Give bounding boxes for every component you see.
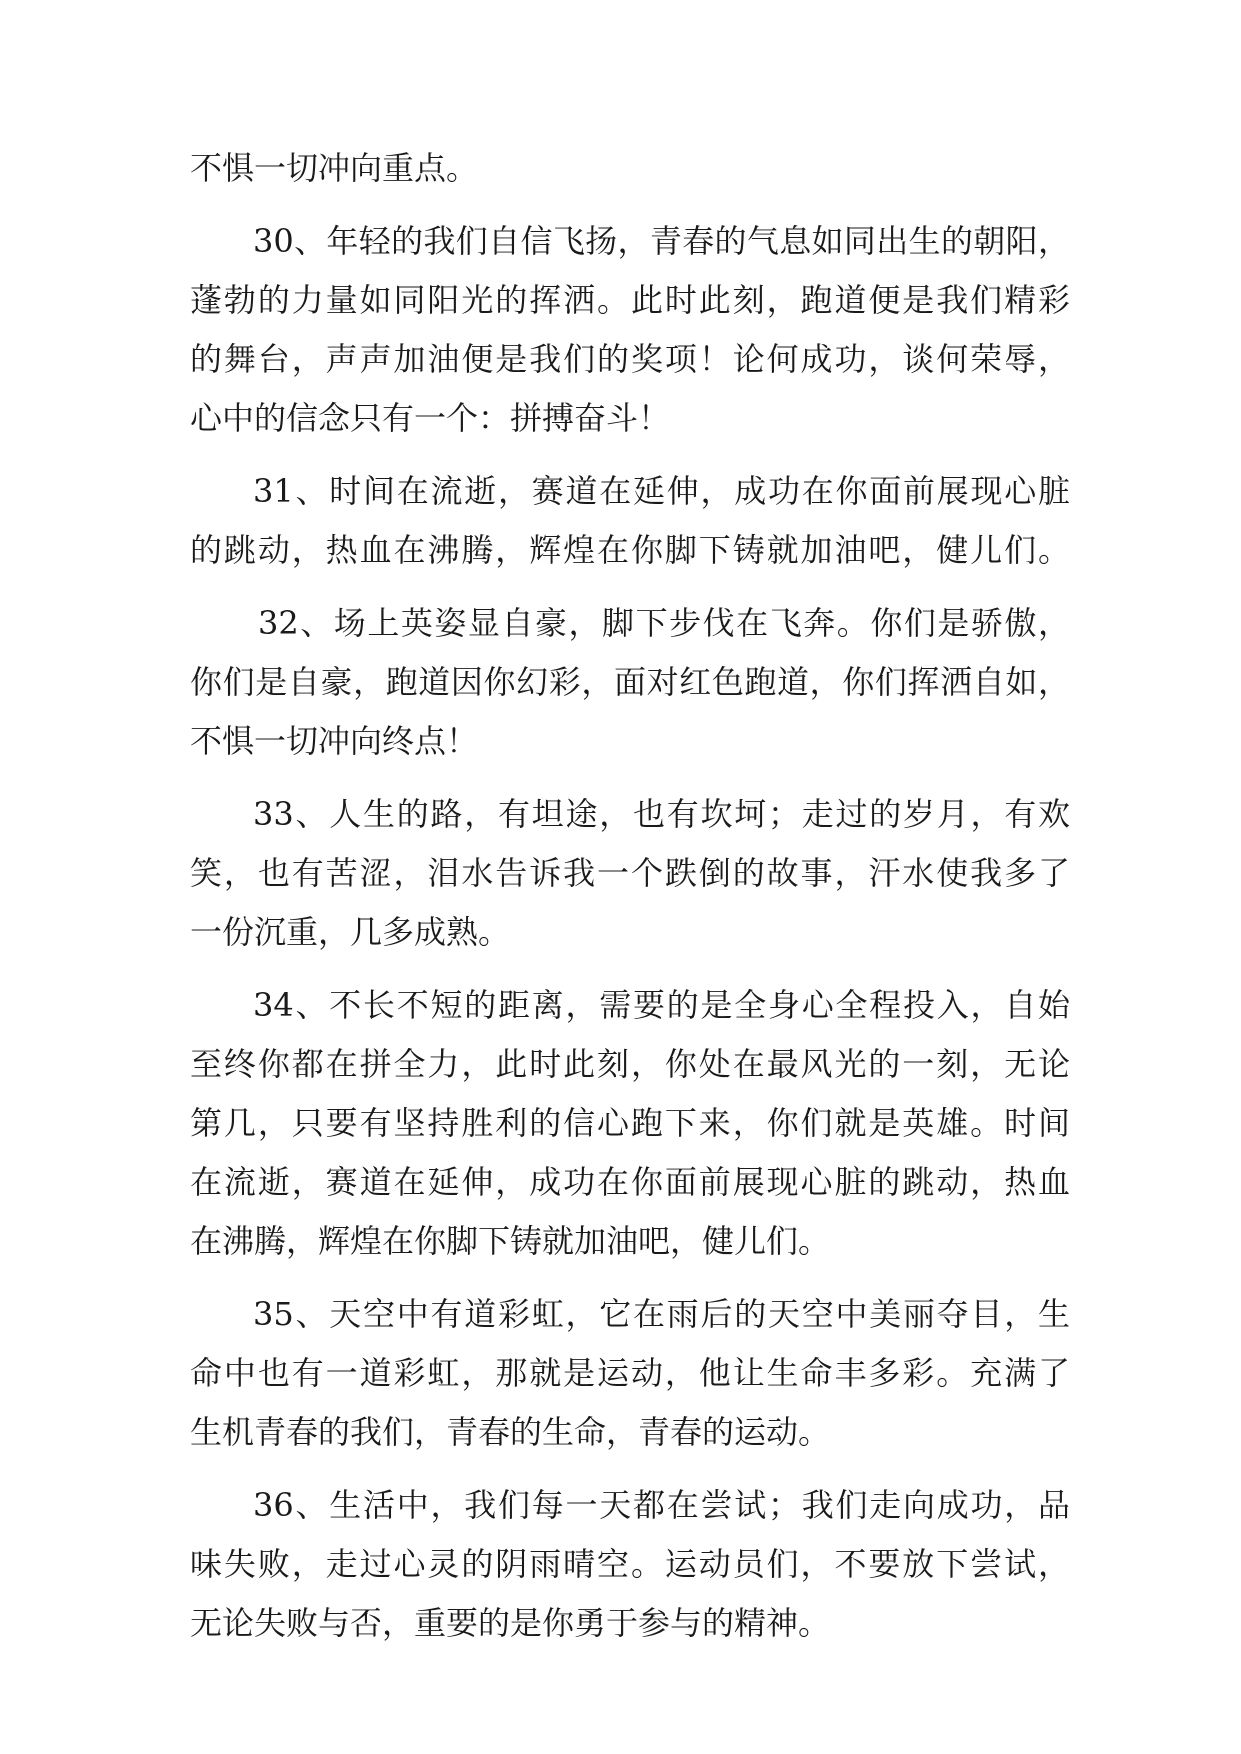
text-line: 无论失败与否，重要的是你勇于参与的精神。	[190, 1604, 831, 1642]
text-line: 笑，也有苦涩，泪水告诉我一个跌倒的故事，汗水使我多了	[190, 854, 1070, 892]
paragraph-30-line: 30、年轻的我们自信飞扬，青春的气息如同出生的朝阳，	[253, 222, 1070, 260]
text-line: 第几，只要有坚持胜利的信心跑下来，你们就是英雄。时间	[190, 1104, 1070, 1142]
text-line: 在沸腾，辉煌在你脚下铸就加油吧，健儿们。	[190, 1222, 831, 1260]
text-line: 一份沉重，几多成熟。	[190, 913, 511, 951]
text-line: 你们是自豪，跑道因你幻彩，面对红色跑道，你们挥洒自如，	[190, 663, 1070, 701]
text-line: 在流逝，赛道在延伸，成功在你面前展现心脏的跳动，热血	[190, 1163, 1070, 1201]
paragraph-32-line: 32、场上英姿显自豪，脚下步伐在飞奔。你们是骄傲，	[258, 604, 1070, 642]
text-line: 生机青春的我们，青春的生命，青春的运动。	[190, 1413, 831, 1451]
text-line: 味失败，走过心灵的阴雨晴空。运动员们，不要放下尝试，	[190, 1545, 1070, 1583]
paragraph-35-line: 35、天空中有道彩虹，它在雨后的天空中美丽夺目，生	[253, 1295, 1070, 1333]
text-line: 的舞台，声声加油便是我们的奖项！论何成功，谈何荣辱，	[190, 340, 1070, 378]
text-line: 至终你都在拼全力，此时此刻，你处在最风光的一刻，无论	[190, 1045, 1070, 1083]
paragraph-33-line: 33、人生的路，有坦途，也有坎坷；走过的岁月，有欢	[253, 795, 1070, 833]
paragraph-31-line: 31、时间在流逝，赛道在延伸，成功在你面前展现心脏	[253, 472, 1070, 510]
paragraph-36-line: 36、生活中，我们每一天都在尝试；我们走向成功，品	[253, 1486, 1070, 1524]
text-line: 命中也有一道彩虹，那就是运动，他让生命丰多彩。充满了	[190, 1354, 1070, 1392]
text-line: 心中的信念只有一个：拼搏奋斗！	[190, 399, 671, 437]
text-line: 蓬勃的力量如同阳光的挥洒。此时此刻，跑道便是我们精彩	[190, 281, 1070, 319]
text-line: 不惧一切冲向重点。	[190, 149, 479, 187]
text-line: 不惧一切冲向终点！	[190, 722, 479, 760]
paragraph-34-line: 34、不长不短的距离，需要的是全身心全程投入，自始	[253, 986, 1070, 1024]
text-line: 的跳动，热血在沸腾，辉煌在你脚下铸就加油吧，健儿们。	[190, 531, 1070, 569]
